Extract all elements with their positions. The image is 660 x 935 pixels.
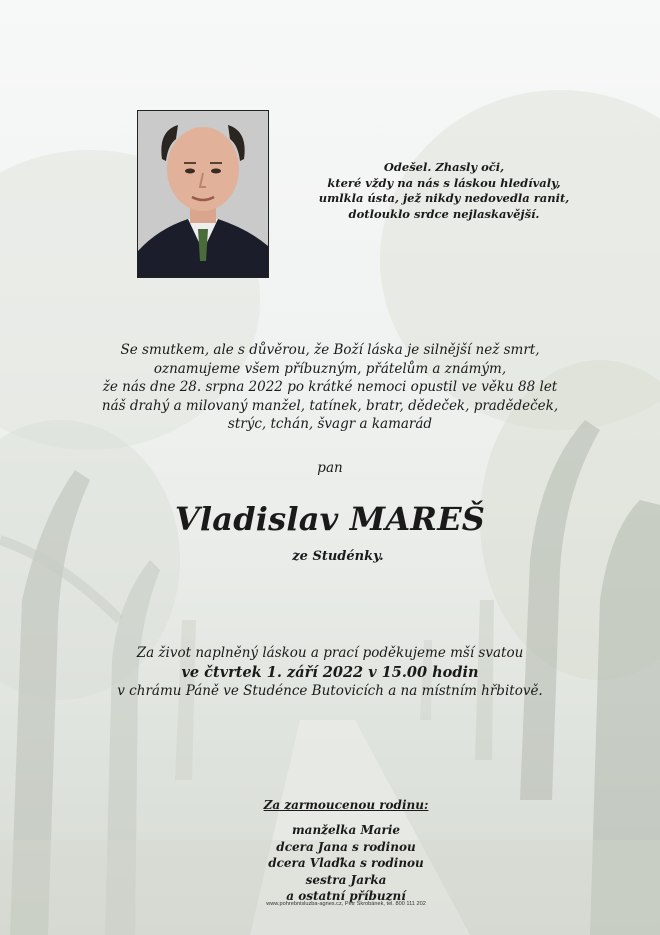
announcement-line: Se smutkem, ale s důvěrou, že Boží láska je silnější než smrt, xyxy=(120,342,540,358)
announcement-line: strýc, tchán, švagr a kamarád xyxy=(227,416,433,432)
funeral-date-time: ve čtvrtek 1. září 2022 v 15.00 hodin xyxy=(181,664,479,681)
poem-line: Odešel. Zhasly oči, xyxy=(383,160,505,174)
mourner-name: manželka Marie xyxy=(291,823,401,838)
deceased-origin: ze Studénky. xyxy=(292,549,384,564)
announcement-line: že nás dne 28. srpna 2022 po krátké nemoci opustil ve věku 88 let xyxy=(102,379,558,395)
mourners-heading: Za zarmoucenou rodinu: xyxy=(263,798,429,812)
portrait-photo xyxy=(137,110,269,278)
funeral-service-footer: www.pohrebnisluzba-agnes.cz, Petr Škrobánek, tel. 800 111 202 xyxy=(266,901,426,907)
deceased-name: Vladislav MAREŠ xyxy=(174,500,486,538)
poem-line: umlkla ústa, jež nikdy nedovedla ranit, xyxy=(318,191,570,205)
funeral-line: Za život naplněný láskou a prací poděkujeme mší svatou xyxy=(136,645,524,661)
announcement-text xyxy=(0,341,660,434)
memorial-poem xyxy=(318,160,570,222)
funeral-location: v chrámu Páně ve Studénce Butovicích a na místním hřbitově. xyxy=(117,683,543,699)
poem-line: dotlouklo srdce nejlaskavější. xyxy=(348,206,540,221)
mourner-name: dcera Vlaďka s rodinou xyxy=(268,856,424,871)
mourners-list xyxy=(0,797,660,904)
announcement-line: oznamujeme všem příbuzným, přátelům a známým, xyxy=(153,360,507,377)
deceased-title: pan xyxy=(317,460,343,476)
poem-line: které vždy na nás s láskou hledívaly, xyxy=(327,175,561,190)
mourner-name: sestra Jarka xyxy=(305,872,387,887)
mourner-name: a ostatní příbuzní xyxy=(286,889,406,904)
mourner-name: dcera Jana s rodinou xyxy=(276,839,416,854)
announcement-line: náš drahý a milovaný manžel, tatínek, bratr, dědeček, pradědeček, xyxy=(101,397,559,414)
funeral-details xyxy=(0,644,660,701)
